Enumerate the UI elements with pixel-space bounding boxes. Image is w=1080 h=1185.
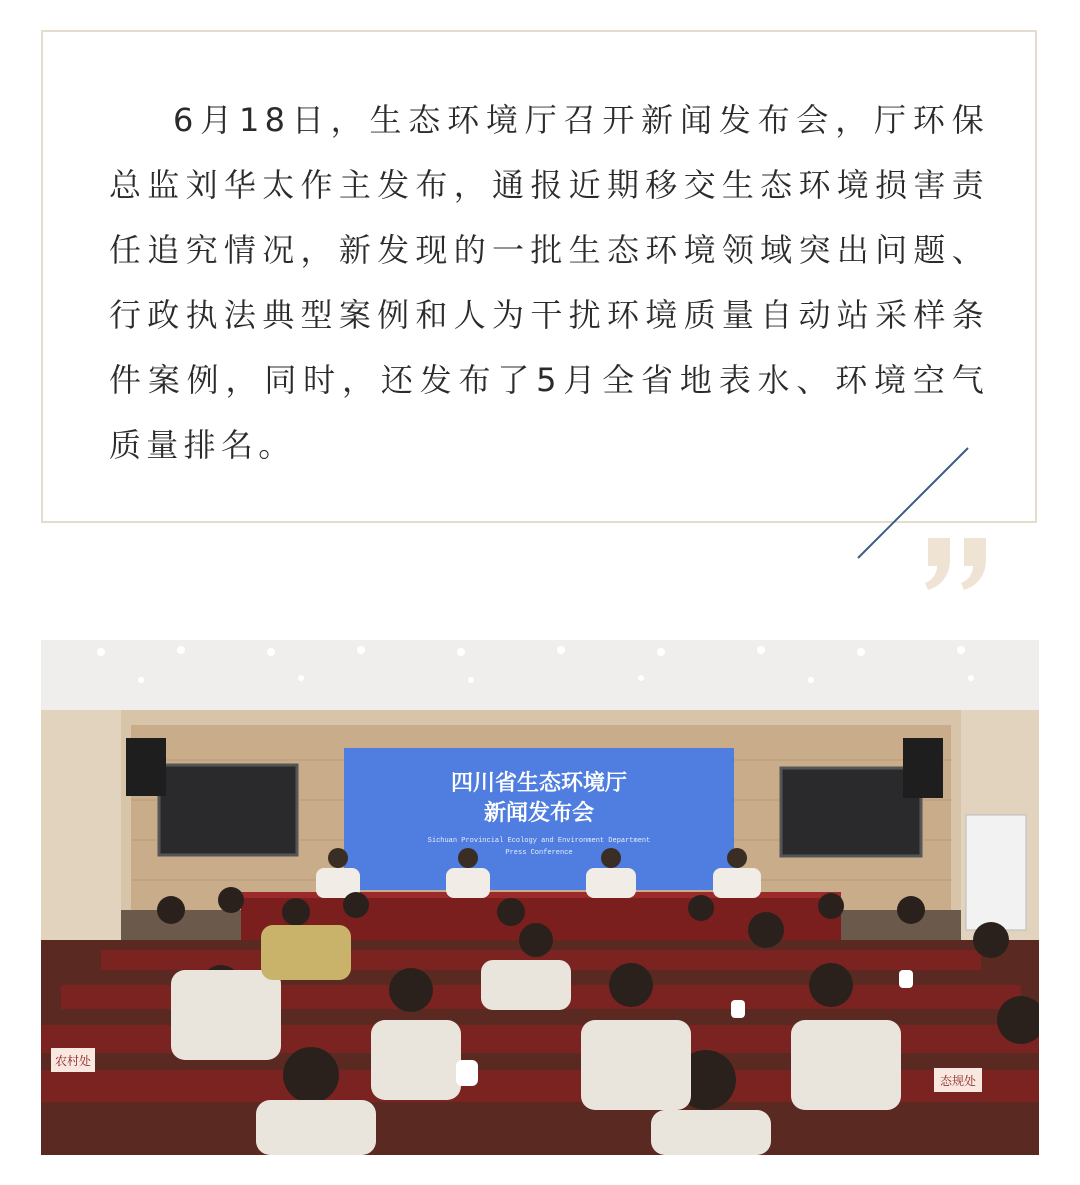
desk-sign-right: 态规处 [939, 1074, 977, 1088]
desk-sign-left: 农村处 [54, 1054, 92, 1068]
closing-quote-icon [920, 520, 1000, 600]
screen-subtitle-line1: Sichuan Provincial Ecology and Environment Department [427, 837, 651, 845]
article-paragraph: 6月18日，生态环境厅召开新闻发布会，厅环保总监刘华太作主发布，通报近期移交生态环境损害责任追究情况，新发现的一批生态环境领域突出问题、行政执法典型案例和人为干扰环境质量自动站采样条件案例，同时，还发布了5月全省地表水、环境空气质量排名。 [109, 101, 989, 464]
press-conference-photo [41, 640, 1039, 1155]
screen-title-line1: 四川省生态环境厅 [450, 770, 628, 796]
screen-title-line2: 新闻发布会 [483, 800, 595, 826]
screen-subtitle-line2: Press Conference [505, 849, 573, 857]
